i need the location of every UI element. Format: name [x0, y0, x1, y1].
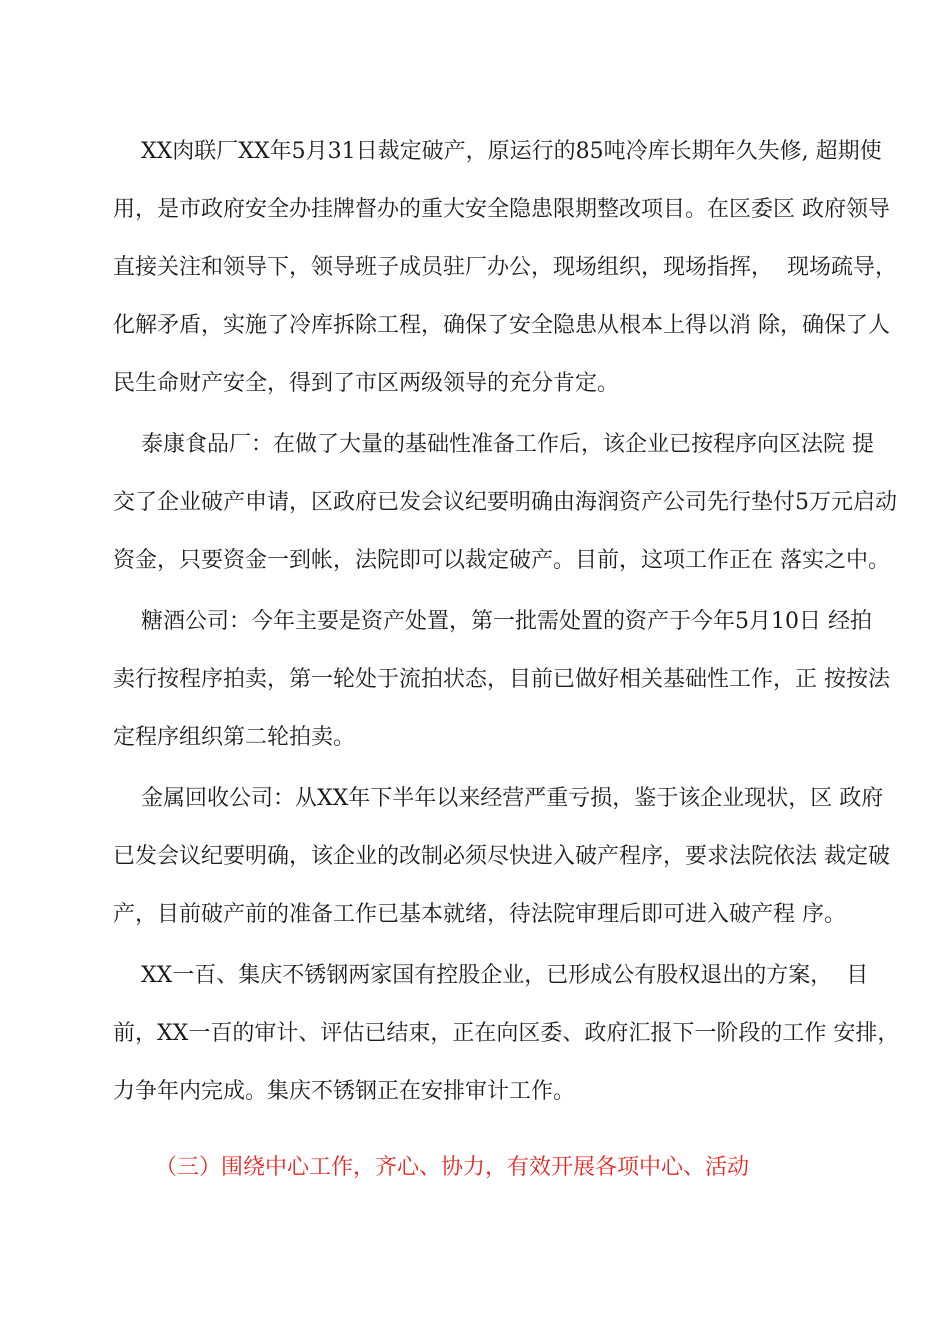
body-line: 前，XX一百的审计、评估已结束，正在向区委、政府汇报下一阶段的工作 安排， [113, 1021, 900, 1046]
body-line: 用，是市政府安全办挂牌督办的重大安全隐患限期整改项目。在区委区 政府领导 [113, 197, 890, 222]
body-line: 定程序组织第二轮拍卖。 [113, 725, 356, 750]
body-line: 资金，只要资金一到帐，法院即可以裁定破产。目前，这项工作正在 落实之中。 [113, 548, 890, 573]
body-line: 糖酒公司：今年主要是资产处置，第一批需处置的资产于今年5月10日 经拍 [113, 609, 872, 634]
body-line: 化解矛盾，实施了冷库拆除工程，确保了安全隐患从根本上得以消 除，确保了人 [113, 313, 890, 338]
body-line: 卖行按程序拍卖，第一轮处于流拍状态，目前已做好相关基础性工作，正 按按法 [113, 667, 890, 692]
body-line: 直接关注和领导下，领导班子成员驻厂办公，现场组织，现场指挥， 现场疏导， [113, 255, 897, 280]
body-line: 交了企业破产申请，区政府已发会议纪要明确由海润资产公司先行垫付5万元启动 [113, 490, 897, 515]
body-line: XX一百、集庆不锈钢两家国有控股企业，已形成公有股权退出的方案， 目 [113, 963, 869, 988]
body-line: 已发会议纪要明确，该企业的改制必须尽快进入破产程序，要求法院依法 裁定破 [113, 844, 890, 869]
body-line: 产，目前破产前的准备工作已基本就绪，待法院审理后即可进入破产程 序。 [113, 902, 846, 927]
body-line: 力争年内完成。集庆不锈钢正在安排审计工作。 [113, 1079, 576, 1104]
body-line: 泰康食品厂：在做了大量的基础性准备工作后，该企业已按程序向区法院 提 [113, 432, 874, 457]
body-line: 民生命财产安全，得到了市区两级领导的充分肯定。 [113, 371, 620, 396]
body-line: XX肉联厂XX年5月31日裁定破产，原运行的85吨冷库长期年久失修, 超期使 [113, 139, 882, 164]
section-heading: （三）围绕中心工作，齐心、协力，有效开展各项中心、活动 [155, 1155, 750, 1180]
body-line: 金属回收公司：从XX年下半年以来经营严重亏损，鉴于该企业现状，区 政府 [113, 786, 884, 811]
